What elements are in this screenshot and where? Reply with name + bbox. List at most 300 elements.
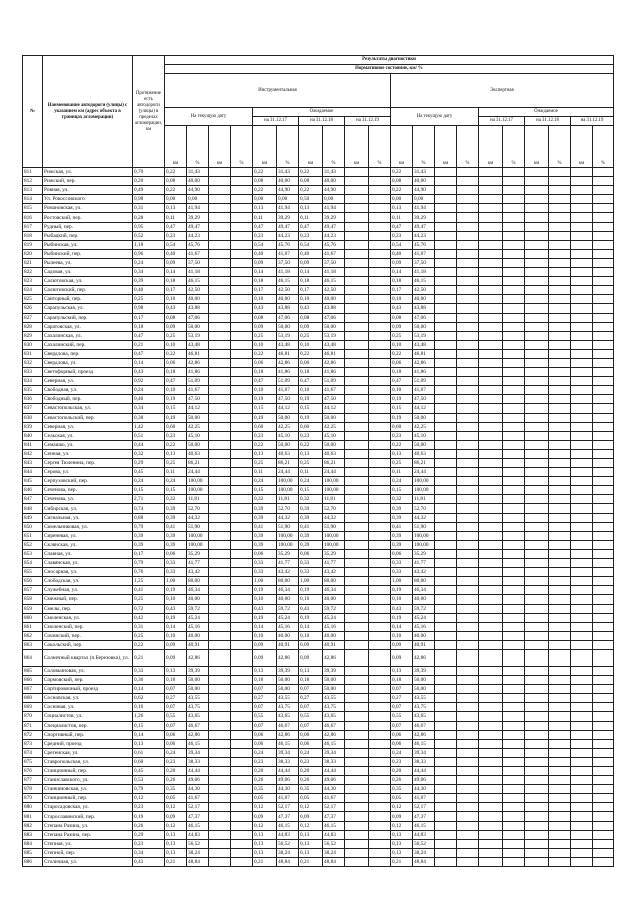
empty-cell — [209, 812, 231, 821]
empty-cell — [209, 504, 231, 513]
result-value — [525, 513, 549, 522]
empty-cell — [593, 649, 614, 666]
result-value: 0,11 — [165, 468, 187, 477]
result-value — [525, 685, 549, 694]
empty-cell — [571, 486, 593, 495]
result-value — [549, 577, 571, 586]
road-name: Слободская, ул. — [43, 577, 133, 586]
empty-cell — [593, 559, 614, 568]
result-value: 50,00 — [187, 322, 209, 331]
header-exp-current: На текущую дату — [391, 108, 479, 126]
empty-cell — [369, 559, 391, 568]
empty-cell — [345, 821, 369, 830]
empty-cell — [369, 803, 391, 812]
empty-cell — [345, 404, 369, 413]
result-value: 0,09 — [391, 322, 413, 331]
result-value: 100,00 — [277, 531, 299, 540]
empty-cell — [345, 604, 369, 613]
road-name: Сахалинская, ул. — [43, 331, 133, 340]
result-value: 38,24 — [187, 848, 209, 857]
unit-percent: % — [457, 126, 479, 168]
result-value: 0,13 — [391, 848, 413, 857]
empty-cell — [503, 386, 525, 395]
result-value: 43,75 — [187, 703, 209, 712]
row-number: 850 — [23, 522, 43, 531]
result-value: 0,05 — [299, 794, 323, 803]
road-length: 0,43 — [133, 857, 165, 866]
empty-cell — [503, 213, 525, 222]
empty-cell — [503, 676, 525, 685]
result-value — [525, 748, 549, 757]
row-number: 876 — [23, 767, 43, 776]
empty-cell — [571, 685, 593, 694]
empty-cell — [231, 349, 253, 358]
empty-cell — [457, 839, 479, 848]
empty-cell — [593, 830, 614, 839]
empty-cell — [457, 604, 479, 613]
empty-cell — [231, 694, 253, 703]
empty-cell — [593, 857, 614, 866]
result-value: 39,34 — [413, 748, 435, 757]
road-length: 2,71 — [133, 495, 165, 504]
empty-cell — [345, 730, 369, 739]
empty-cell — [345, 694, 369, 703]
result-value: 0,39 — [253, 531, 277, 540]
empty-cell — [209, 195, 231, 204]
result-value: 44,12 — [187, 404, 209, 413]
empty-cell — [369, 785, 391, 794]
result-value: 49,47 — [323, 222, 345, 231]
empty-cell — [345, 586, 369, 595]
result-value: 0,09 — [253, 812, 277, 821]
empty-cell — [369, 549, 391, 558]
road-length: 1,25 — [133, 577, 165, 586]
result-value: 59,72 — [277, 604, 299, 613]
result-value: 0,22 — [299, 349, 323, 358]
empty-cell — [209, 712, 231, 721]
result-value: 56,52 — [323, 839, 345, 848]
result-value: 35,29 — [413, 549, 435, 558]
road-name: Рыбинский, пер. — [43, 249, 133, 258]
empty-cell — [593, 177, 614, 186]
result-value: 50,00 — [277, 676, 299, 685]
result-value — [525, 721, 549, 730]
empty-cell — [231, 295, 253, 304]
empty-cell — [479, 231, 503, 240]
empty-cell — [479, 739, 503, 748]
road-name: Станиславского, ул. — [43, 776, 133, 785]
result-value: 0,10 — [165, 386, 187, 395]
result-value: 0,06 — [299, 739, 323, 748]
unit-km: км — [209, 126, 231, 168]
result-value — [549, 449, 571, 458]
result-value — [525, 803, 549, 812]
road-name: Служебная, ул. — [43, 586, 133, 595]
empty-cell — [231, 748, 253, 757]
road-length: 0,96 — [133, 249, 165, 258]
result-value: 0,47 — [165, 222, 187, 231]
result-value: 50,00 — [277, 413, 299, 422]
result-value — [549, 395, 571, 404]
empty-cell — [593, 449, 614, 458]
empty-cell — [209, 839, 231, 848]
empty-cell — [593, 586, 614, 595]
empty-cell — [369, 640, 391, 649]
result-value — [525, 322, 549, 331]
empty-cell — [345, 568, 369, 577]
result-value: 11,81 — [323, 495, 345, 504]
result-value: 53,19 — [413, 331, 435, 340]
result-value: 0,41 — [165, 522, 187, 531]
empty-cell — [479, 258, 503, 267]
result-value: 0,35 — [391, 785, 413, 794]
result-value: 39,29 — [413, 213, 435, 222]
table-row — [23, 721, 614, 730]
empty-cell — [369, 486, 391, 495]
result-value: 39,34 — [323, 748, 345, 757]
empty-cell — [209, 177, 231, 186]
empty-cell — [435, 368, 457, 377]
empty-cell — [209, 613, 231, 622]
empty-cell — [503, 568, 525, 577]
empty-cell — [479, 694, 503, 703]
row-number: 855 — [23, 568, 43, 577]
empty-cell — [593, 577, 614, 586]
result-value: 0,14 — [391, 622, 413, 631]
result-value: 47,06 — [277, 313, 299, 322]
empty-cell — [457, 277, 479, 286]
empty-cell — [593, 785, 614, 794]
empty-cell — [571, 295, 593, 304]
result-value: 0,09 — [391, 812, 413, 821]
result-value: 43,65 — [187, 712, 209, 721]
road-length: 0,29 — [133, 459, 165, 468]
result-value: 51,09 — [187, 377, 209, 386]
empty-cell — [209, 413, 231, 422]
empty-cell — [231, 195, 253, 204]
empty-cell — [369, 268, 391, 277]
empty-cell — [435, 577, 457, 586]
row-number: 882 — [23, 821, 43, 830]
empty-cell — [345, 386, 369, 395]
result-value: 31,43 — [187, 168, 209, 177]
empty-cell — [479, 240, 503, 249]
table-row — [23, 821, 614, 830]
result-value: 38,33 — [413, 757, 435, 766]
result-value — [525, 839, 549, 848]
empty-cell — [457, 286, 479, 295]
empty-cell — [231, 486, 253, 495]
result-value: 0,22 — [253, 349, 277, 358]
result-value: 0,23 — [165, 431, 187, 440]
result-value: 44,32 — [323, 513, 345, 522]
road-length: 0,88 — [133, 513, 165, 522]
result-value: 0,00 — [187, 195, 209, 204]
empty-cell — [503, 812, 525, 821]
result-value: 44,12 — [277, 404, 299, 413]
empty-cell — [369, 413, 391, 422]
road-name: Станционный, пер. — [43, 767, 133, 776]
road-length: 0,15 — [133, 721, 165, 730]
road-length: 0,33 — [133, 666, 165, 675]
road-name: Романовская, ул. — [43, 204, 133, 213]
empty-cell — [231, 277, 253, 286]
result-value: 45,10 — [277, 431, 299, 440]
result-value: 52,17 — [413, 803, 435, 812]
empty-cell — [571, 666, 593, 675]
result-value: 0,10 — [299, 631, 323, 640]
empty-cell — [503, 377, 525, 386]
empty-cell — [457, 730, 479, 739]
road-length: 0,49 — [133, 186, 165, 195]
road-length: 0,31 — [133, 622, 165, 631]
empty-cell — [435, 649, 457, 666]
empty-cell — [369, 748, 391, 757]
empty-cell — [435, 595, 457, 604]
empty-cell — [457, 776, 479, 785]
row-number: 868 — [23, 694, 43, 703]
result-value — [549, 231, 571, 240]
header-no: № — [23, 56, 43, 168]
empty-cell — [571, 222, 593, 231]
result-value: 0,47 — [391, 222, 413, 231]
empty-cell — [479, 168, 503, 177]
result-value: 41,18 — [277, 268, 299, 277]
result-value — [525, 549, 549, 558]
empty-cell — [479, 431, 503, 440]
road-name: Свободная, ул. — [43, 386, 133, 395]
empty-cell — [457, 748, 479, 757]
empty-cell — [435, 604, 457, 613]
empty-cell — [231, 568, 253, 577]
empty-cell — [503, 666, 525, 675]
empty-cell — [209, 666, 231, 675]
empty-cell — [231, 549, 253, 558]
empty-cell — [435, 776, 457, 785]
result-value — [525, 486, 549, 495]
result-value: 44,83 — [187, 830, 209, 839]
header-instrumental: Инструментальная — [165, 74, 391, 108]
empty-cell — [571, 640, 593, 649]
empty-cell — [593, 258, 614, 267]
row-number: 854 — [23, 559, 43, 568]
empty-cell — [571, 794, 593, 803]
empty-cell — [571, 540, 593, 549]
empty-cell — [593, 368, 614, 377]
empty-cell — [571, 812, 593, 821]
row-number: 835 — [23, 386, 43, 395]
empty-cell — [209, 186, 231, 195]
result-value: 0,55 — [253, 712, 277, 721]
result-value — [549, 821, 571, 830]
result-value — [549, 204, 571, 213]
result-value: 50,00 — [277, 685, 299, 694]
result-value: 0,22 — [165, 349, 187, 358]
header-norm: Нормативное состояние, км/ % — [165, 65, 614, 74]
table-row — [23, 848, 614, 857]
result-value: 0,23 — [391, 757, 413, 766]
result-value — [549, 486, 571, 495]
result-value: 0,09 — [253, 649, 277, 666]
empty-cell — [457, 694, 479, 703]
result-value — [549, 322, 571, 331]
empty-cell — [345, 685, 369, 694]
empty-cell — [345, 258, 369, 267]
result-value: 50,00 — [187, 676, 209, 685]
result-value: 0,10 — [165, 295, 187, 304]
empty-cell — [457, 431, 479, 440]
result-value: 44,12 — [323, 404, 345, 413]
result-value: 0,25 — [299, 459, 323, 468]
road-length: 0,42 — [133, 613, 165, 622]
header-expert: Экспертная — [391, 74, 614, 108]
result-value: 100,00 — [187, 486, 209, 495]
empty-cell — [369, 821, 391, 830]
empty-cell — [369, 422, 391, 431]
road-name: Сибирская, ул. — [43, 504, 133, 513]
road-length: 0,79 — [133, 785, 165, 794]
road-length: 1,42 — [133, 422, 165, 431]
road-name: Саратовская, ул. — [43, 322, 133, 331]
result-value: 0,55 — [165, 712, 187, 721]
empty-cell — [435, 540, 457, 549]
result-value — [549, 459, 571, 468]
result-value: 44,44 — [277, 767, 299, 776]
empty-cell — [435, 204, 457, 213]
empty-cell — [479, 377, 503, 386]
result-value: 51,90 — [187, 522, 209, 531]
empty-cell — [209, 213, 231, 222]
empty-cell — [593, 440, 614, 449]
result-value: 0,24 — [391, 748, 413, 757]
result-value — [525, 559, 549, 568]
empty-cell — [479, 830, 503, 839]
empty-cell — [571, 549, 593, 558]
road-length: 0,15 — [133, 486, 165, 495]
empty-cell — [435, 422, 457, 431]
result-value: 0,25 — [165, 331, 187, 340]
result-value — [549, 340, 571, 349]
result-value: 0,39 — [299, 540, 323, 549]
empty-cell — [571, 340, 593, 349]
result-value: 0,13 — [253, 839, 277, 848]
table-row — [23, 486, 614, 495]
result-value: 45,16 — [323, 622, 345, 631]
result-value: 0,07 — [253, 703, 277, 712]
result-value: 0,23 — [165, 231, 187, 240]
result-value: 51,09 — [413, 377, 435, 386]
result-value: 24,44 — [277, 468, 299, 477]
empty-cell — [369, 195, 391, 204]
result-value: 0,09 — [253, 640, 277, 649]
unit-km: км — [165, 126, 187, 168]
result-value — [525, 377, 549, 386]
empty-cell — [593, 295, 614, 304]
table-row — [23, 712, 614, 721]
result-value — [549, 757, 571, 766]
empty-cell — [503, 794, 525, 803]
result-value: 0,10 — [165, 595, 187, 604]
result-value — [525, 286, 549, 295]
road-length: 0,23 — [133, 803, 165, 812]
empty-cell — [369, 231, 391, 240]
result-value: 40,91 — [277, 640, 299, 649]
empty-cell — [457, 830, 479, 839]
empty-cell — [435, 685, 457, 694]
result-value: 56,52 — [187, 839, 209, 848]
result-value — [549, 730, 571, 739]
empty-cell — [345, 195, 369, 204]
result-value: 46,34 — [187, 586, 209, 595]
road-name: Смоленская, ул. — [43, 613, 133, 622]
result-value: 0,13 — [165, 830, 187, 839]
empty-cell — [435, 186, 457, 195]
result-value: 50,00 — [413, 685, 435, 694]
result-value: 40,63 — [323, 449, 345, 458]
result-value: 0,19 — [253, 613, 277, 622]
result-value: 100,00 — [187, 540, 209, 549]
result-value: 46,81 — [413, 349, 435, 358]
empty-cell — [345, 540, 369, 549]
result-value: 46,81 — [187, 349, 209, 358]
road-name: Славная, ул. — [43, 549, 133, 558]
result-value: 0,27 — [165, 694, 187, 703]
result-value: 0,18 — [391, 676, 413, 685]
result-value: 56,52 — [413, 839, 435, 848]
result-value: 49,47 — [277, 222, 299, 231]
road-name: Северная, ул. — [43, 377, 133, 386]
result-value: 42,50 — [323, 286, 345, 295]
result-value: 49,06 — [413, 776, 435, 785]
road-length: 0,74 — [133, 504, 165, 513]
empty-cell — [457, 712, 479, 721]
empty-cell — [231, 776, 253, 785]
result-value — [525, 794, 549, 803]
empty-cell — [571, 857, 593, 866]
result-value — [525, 304, 549, 313]
result-value — [549, 313, 571, 322]
road-name: Светофорный, проезд — [43, 368, 133, 377]
result-value — [549, 368, 571, 377]
result-value: 0,07 — [165, 685, 187, 694]
result-value — [525, 712, 549, 721]
road-name: Салютовский, пер. — [43, 286, 133, 295]
result-value: 0,13 — [253, 204, 277, 213]
empty-cell — [345, 313, 369, 322]
result-value: 0,19 — [253, 586, 277, 595]
table-row — [23, 640, 614, 649]
empty-cell — [457, 613, 479, 622]
empty-cell — [593, 522, 614, 531]
road-length: 0,14 — [133, 685, 165, 694]
result-value: 53,19 — [187, 331, 209, 340]
result-value: 0,19 — [391, 613, 413, 622]
empty-cell — [435, 568, 457, 577]
empty-cell — [209, 286, 231, 295]
row-number: 816 — [23, 213, 43, 222]
result-value: 0,35 — [165, 785, 187, 794]
road-length: 0,45 — [133, 767, 165, 776]
row-number: 813 — [23, 186, 43, 195]
empty-cell — [593, 640, 614, 649]
empty-cell — [209, 540, 231, 549]
result-value: 42,86 — [413, 730, 435, 739]
empty-cell — [209, 322, 231, 331]
result-value: 0,14 — [391, 268, 413, 277]
road-length: 0,14 — [133, 730, 165, 739]
result-value — [525, 776, 549, 785]
row-number: 845 — [23, 477, 43, 486]
